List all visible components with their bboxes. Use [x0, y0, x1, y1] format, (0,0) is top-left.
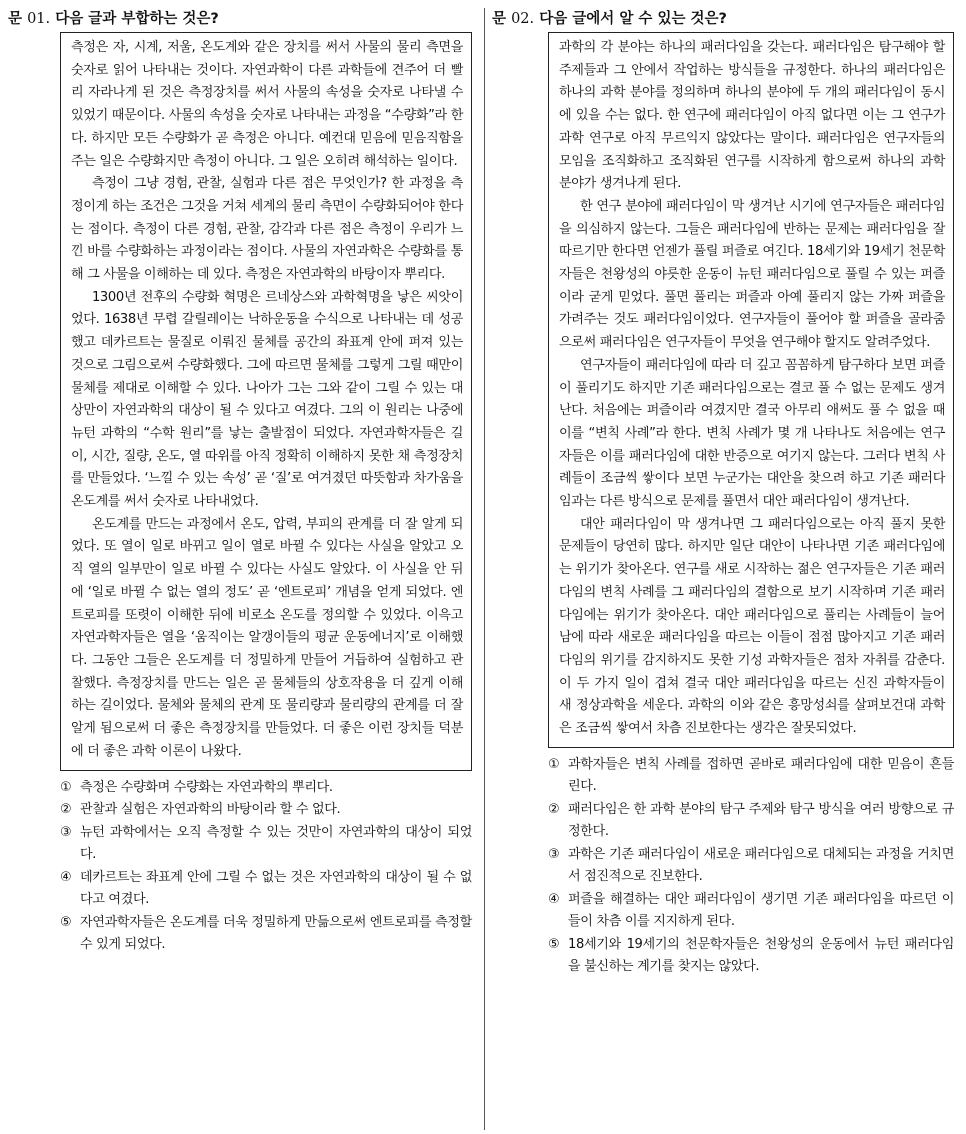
choice-text: 데카르트는 좌표계 안에 그릴 수 없는 것은 자연과학의 대상이 될 수 없다고 여겼다. [80, 869, 472, 907]
choice-text: 측정은 수량화며 수량화는 자연과학의 뿌리다. [80, 779, 333, 795]
answer-choice-1[interactable] [60, 777, 472, 800]
answer-choices [548, 754, 954, 979]
answer-choice-2[interactable] [548, 799, 954, 844]
answer-choices [60, 777, 472, 957]
answer-choice-3[interactable] [548, 844, 954, 889]
passage-paragraph: 한 연구 분야에 패러다임이 막 생겨난 시기에 연구자들은 패러다임을 의심하지 않는다. 그들은 패러다임에 반하는 문제는 패러다임을 잘 따르기만 한다면 언젠가 풀릴 퍼즐로 여긴다. 18세기와 19세기 천문학자들은 천왕성의 야릇한 운동이 뉴턴 패러다임으로 풀릴 수 있는 퍼즐이라 굳게 믿었다. 풀면 풀리는 퍼즐과 아예 풀리지 않는 가짜 퍼즐을 가려주는 것도 패러다임이었다. 연구자들이 풀어야 할 퍼즐을 골라줌으로써 패러다임은 연구자들이 무엇을 연구해야 할지도 알려주었다. [559, 198, 945, 351]
answer-choice-3[interactable] [60, 822, 472, 867]
question-prompt: 다음 글과 부합하는 것은? [55, 11, 219, 27]
passage-box [548, 32, 954, 748]
choice-marker: ② [548, 801, 560, 817]
choice-marker: ④ [548, 891, 560, 907]
passage-paragraph: 측정은 자, 시계, 저울, 온도계와 같은 장치를 써서 사물의 물리 측면을 숫자로 읽어 나타내는 것이다. 자연과학이 다른 과학들에 견주어 더 빨리 자라나게 된 것은 측정장치를 써서 사물의 속성을 숫자로 나타낼 수 있었기 때문이다. 사물의 속성을 숫자로 나타내는 과정을 “수량화”라 한다. 하지만 모든 수량화가 곧 측정은 아니다. 예컨대 믿음에 믿음직함을 주는 일은 수량화지만 측정이 아니다. 그 일은 오히려 해석하는 일이다. [71, 40, 463, 169]
choice-text: 퍼즐을 해결하는 대안 패러다임이 생기면 기존 패러다임을 따르던 이들이 차츰 이를 지지하게 된다. [568, 891, 954, 930]
question-02 [492, 8, 958, 979]
choice-text: 과학자들은 변칙 사례를 접하면 곧바로 패러다임에 대한 믿음이 흔들린다. [568, 756, 954, 795]
question-01 [8, 8, 478, 957]
question-label: 문 [8, 11, 23, 27]
passage-paragraph: 연구자들이 패러다임에 따라 더 깊고 꼼꼼하게 탐구하다 보면 퍼즐이 풀리기도 하지만 기존 패러다임으로는 결코 풀 수 없는 문제도 생겨난다. 처음에는 퍼즐이라 여겼지만 결국 아무리 애써도 풀 수 없을 때 이를 “변칙 사례”라 한다. 변칙 사례가 몇 개 나타나도 처음에는 연구자들은 이를 패러다임에 대한 반증으로 여기지 않는다. 그러다 변칙 사례들이 조금씩 쌓이다 보면 누군가는 대안을 찾으려 하고 기존 패러다임과는 다른 방식으로 문제를 풀면서 대안 패러다임이 생겨난다. [559, 357, 945, 510]
choice-marker: ③ [548, 846, 560, 862]
question-01-title [8, 8, 478, 30]
answer-choice-2[interactable] [60, 799, 472, 822]
choice-text: 관찰과 실험은 자연과학의 바탕이라 할 수 없다. [80, 802, 341, 817]
passage-paragraph: 온도계를 만드는 과정에서 온도, 압력, 부피의 관계를 더 잘 알게 되었다. 또 열이 일로 바뀌고 일이 열로 바뀔 수 있다는 사실을 알았고 오직 열의 일부만이 일로 바뀔 수 있다는 사실도 알았다. 이 사실을 안 뒤에 ‘일로 바뀔 수 없는 열의 정도’ 곧 ‘엔트로피’ 개념을 얻게 되었다. 엔트로피를 또렷이 이해한 뒤에 비로소 온도를 정의할 수 있었다. 이윽고 자연과학자들은 열을 ‘움직이는 알갱이들의 평균 운동에너지’로 이해했다. 그동안 그들은 온도계를 더 정밀하게 만들어 거듭하여 실험하고 관찰했다. 측정장치를 만드는 일은 곧 물체들의 상호작용을 더 깊게 이해하는 길이었다. 물체와 물체의 관계 또 물리량과 물리량의 관계를 더 잘 알게 됨으로써 더 좋은 측정장치를 만들었다. 더 좋은 이런 장치들 덕분에 더 좋은 과학 이론이 나왔다. [71, 516, 463, 759]
choice-text: 과학은 기존 패러다임이 새로운 패러다임으로 대체되는 과정을 거치면서 점진적으로 진보한다. [568, 846, 954, 885]
question-prompt: 다음 글에서 알 수 있는 것은? [539, 11, 727, 27]
answer-choice-4[interactable] [60, 867, 472, 912]
choice-marker: ② [60, 802, 72, 817]
choice-text: 패러다임은 한 과학 분야의 탐구 주제와 탐구 방식을 여러 방향으로 규정한다. [568, 801, 954, 840]
passage-paragraph: 대안 패러다임이 막 생겨나면 그 패러다임으로는 아직 풀지 못한 문제들이 당연히 많다. 하지만 일단 대안이 나타나면 기존 패러다임에는 위기가 찾아온다. 연구를 새로 시작하는 젊은 연구자들은 기존 패러다임의 변칙 사례를 그 패러다임의 결함으로 보기 시작하며 기존 패러다임에는 위기가 찾아온다. 대안 패러다임으로 풀리는 사례들이 늘어남에 따라 새로운 패러다임을 따르는 이들이 점점 많아지고 기존 패러다임의 위기를 감지하지도 못한 기성 과학자들은 점차 자취를 감춘다. 이 두 가지 일이 겹쳐 결국 대안 패러다임을 따르는 신진 과학자들이 새 정상과학을 세운다. 과학의 이와 같은 흥망성쇠를 살펴보건대 과학은 조금씩 쌓여서 차츰 진보한다는 생각은 잘못되었다. [559, 516, 945, 737]
answer-choice-5[interactable] [548, 934, 954, 979]
choice-text: 18세기와 19세기의 천문학자들은 천왕성의 운동에서 뉴턴 패러다임을 불신하는 계기를 찾지는 않았다. [568, 936, 954, 975]
answer-choice-1[interactable] [548, 754, 954, 799]
choice-marker: ③ [60, 824, 72, 840]
passage-box [60, 32, 472, 771]
choice-marker: ⑤ [548, 936, 560, 952]
question-02-title [492, 8, 958, 30]
choice-marker: ⑤ [60, 914, 72, 930]
answer-choice-5[interactable] [60, 912, 472, 957]
choice-marker: ④ [60, 869, 72, 885]
passage-paragraph: 과학의 각 분야는 하나의 패러다임을 갖는다. 패러다임은 탐구해야 할 주제들과 그 안에서 작업하는 방식들을 규정한다. 하나의 패러다임은 하나의 과학 분야를 정의하며 하나의 분야에 두 개의 패러다임이 동시에 있을 수는 없다. 한 연구에 패러다임이 아직 없다면 이는 그 연구가 과학 연구로 아직 무르익지 않았다는 말이다. 패러다임은 연구자들의 모임을 조직화하고 조직화된 연구를 시작하게 함으로써 하나의 과학 분야가 생겨나게 된다. [559, 40, 945, 192]
question-label: 문 [492, 11, 507, 27]
passage-paragraph: 1300년 전후의 수량화 혁명은 르네상스와 과학혁명을 낳은 씨앗이었다. 1638년 무렵 갈릴레이는 낙하운동을 수식으로 나타내는 데 성공했고 데카르트는 물질로 이뤄진 물체를 공간의 좌표계 안에 퍼져 있는 것으로 그림으로써 수량화했다. 그에 따르면 물체를 그렇게 그릴 때만이 물체를 제대로 이해할 수 있다. 나아가 그는 그와 같이 그릴 수 있는 대상만이 자연과학의 대상이 될 수 있다고 여겼다. 그의 이 원리는 나중에 뉴턴 과학의 “수학 원리”를 낳는 출발점이 되었다. 자연과학자들은 길이, 시간, 질량, 온도, 열 따위를 아직 정확히 이해하지 못한 채 측정장치를 만들었다. ‘느낄 수 있는 속성’ 곧 ‘질’로 여겨졌던 따뜻함과 차가움을 온도계를 써서 숫자로 나타내었다. [71, 289, 463, 510]
column-divider [484, 8, 485, 1130]
question-number: 02. [511, 11, 535, 27]
choice-marker: ① [60, 779, 72, 795]
choice-text: 자연과학자들은 온도계를 더욱 정밀하게 만듦으로써 엔트로피를 측정할 수 있게 되었다. [80, 914, 472, 952]
passage-paragraph: 측정이 그냥 경험, 관찰, 실험과 다른 점은 무엇인가? 한 과정을 측정이게 하는 조건은 그것을 거쳐 세계의 물리 측면이 수량화되어야 한다는 점이다. 측정이 다른 경험, 관찰, 감각과 다른 점은 측정이 우리가 느낀 바를 수량화하는 과정이라는 점이다. 사물의 자연과학은 수량화를 통해 그 사물을 이해하는 데 있다. 측정은 자연과학의 바탕이자 뿌리다. [71, 176, 463, 283]
answer-choice-4[interactable] [548, 889, 954, 934]
choice-marker: ① [548, 756, 560, 772]
question-number: 01. [27, 11, 51, 27]
choice-text: 뉴턴 과학에서는 오직 측정할 수 있는 것만이 자연과학의 대상이 되었다. [80, 824, 472, 862]
